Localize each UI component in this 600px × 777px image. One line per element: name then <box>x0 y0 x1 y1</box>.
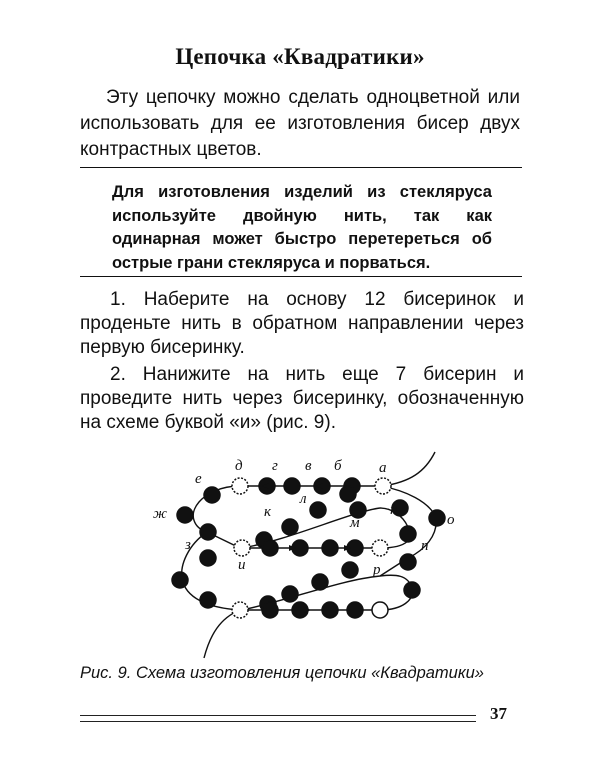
note-box-text: Для изготовления изделий из стекляруса используйте двойную нить, так как одинарная может быстро перетереться об острые грани стекляруса и порваться. <box>112 183 492 272</box>
label-n: н <box>390 502 398 518</box>
page-title: Цепочка «Квадратики» <box>175 44 425 69</box>
label-p: п <box>421 538 429 554</box>
label-o: о <box>447 512 455 528</box>
bead-r <box>342 562 358 578</box>
bead <box>262 540 278 556</box>
bead-e <box>204 487 220 503</box>
bead-d <box>232 478 248 494</box>
bead <box>312 574 328 590</box>
bead-chain-diagram <box>140 450 470 665</box>
step-2: 2. Нанижите на нить еще 7 бисерин и проведите нить через бисеринку, обозначенную на схеме буквой «и» (рис. 9). <box>80 364 524 433</box>
label-d: д <box>235 458 243 474</box>
label-m: м <box>350 515 360 531</box>
label-v: в <box>305 458 312 474</box>
bead <box>322 540 338 556</box>
footer-rule <box>80 715 476 716</box>
footer-rule <box>80 721 476 722</box>
bead <box>347 602 363 618</box>
bead <box>262 602 278 618</box>
bead <box>404 582 420 598</box>
intro-paragraph: Эту цепочку можно сделать одноцветной или использовать для ее изготовления бисер двух контрастных цветов. <box>80 87 520 160</box>
bead-z <box>200 524 216 540</box>
bead <box>282 586 298 602</box>
note-top-rule <box>80 167 522 168</box>
label-i: и <box>238 557 246 573</box>
figure-caption: Рис. 9. Схема изготовления цепочки «Квадратики» <box>80 664 484 682</box>
bead <box>400 526 416 542</box>
label-e: е <box>195 471 202 487</box>
bead-a <box>375 478 391 494</box>
bead-open <box>372 602 388 618</box>
bead <box>172 572 188 588</box>
bead-i <box>234 540 250 556</box>
bead <box>200 550 216 566</box>
instruction-steps <box>80 288 524 435</box>
bead-open <box>372 540 388 556</box>
label-z: з <box>185 537 191 553</box>
label-g: г <box>272 458 278 474</box>
beads <box>172 478 445 618</box>
label-zh: ж <box>153 506 167 522</box>
bead-g <box>284 478 300 494</box>
bead-open <box>232 602 248 618</box>
bead-k <box>282 519 298 535</box>
label-l: л <box>300 491 307 507</box>
bead-o <box>429 510 445 526</box>
thread-path <box>182 452 437 658</box>
bead <box>340 486 356 502</box>
note-bottom-rule <box>80 276 522 277</box>
step-1: 1. Наберите на основу 12 бисеринок и проденьте нить в обратном направлении через первую бисеринку. <box>80 289 524 358</box>
page-number: 37 <box>490 704 507 723</box>
label-r: р <box>373 562 381 578</box>
bead <box>400 554 416 570</box>
label-a: а <box>379 460 387 476</box>
bead <box>322 602 338 618</box>
bead-zh <box>177 507 193 523</box>
bead-l <box>310 502 326 518</box>
label-k: к <box>264 504 272 520</box>
bead <box>200 592 216 608</box>
label-b: б <box>334 458 342 474</box>
